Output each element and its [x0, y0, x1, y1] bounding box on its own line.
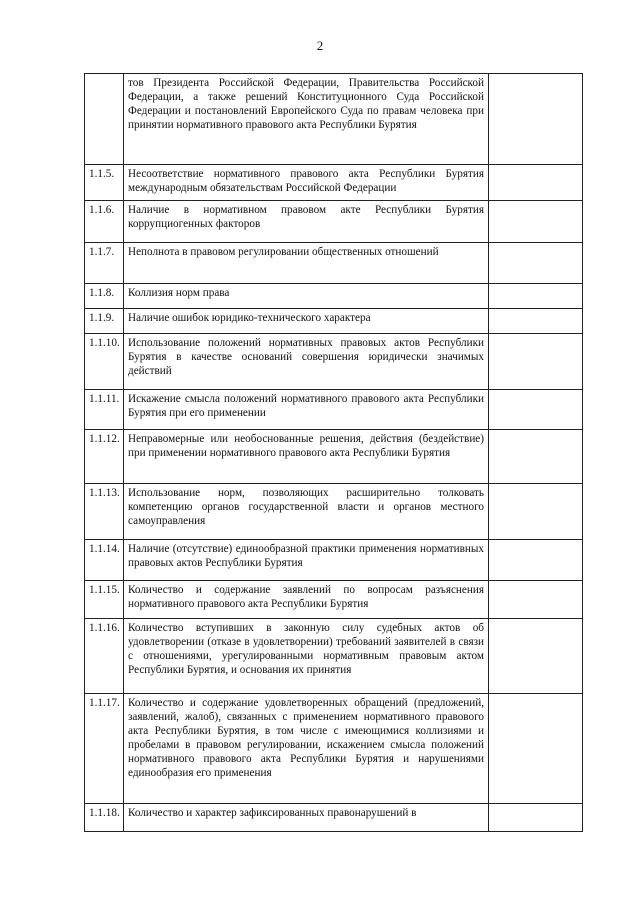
row-text: Использование положений нормативных правовых актов Республики Бурятия в качестве оснований совершения юридически значимых действий: [124, 334, 489, 390]
table-row: [85, 201, 583, 243]
blank-cell: [489, 581, 583, 619]
blank-cell: [489, 284, 583, 309]
blank-cell: [489, 201, 583, 243]
row-number: 1.1.12.: [85, 430, 124, 484]
row-text: Неправомерные или необоснованные решения, действия (бездействие) при применении нормативного правового акта Республики Бурятия: [124, 430, 489, 484]
blank-cell: [489, 243, 583, 284]
row-text: Наличие ошибок юридико-технического характера: [124, 309, 489, 334]
row-text: Несоответствие нормативного правового акта Республики Бурятия международным обязательствам Российской Федерации: [124, 165, 489, 201]
table-row: [85, 243, 583, 284]
row-text: Количество и содержание заявлений по вопросам разъяснения нормативного правового акта Республики Бурятия: [124, 581, 489, 619]
row-number: 1.1.6.: [85, 201, 124, 243]
criteria-table: [84, 73, 583, 832]
table-row: [85, 334, 583, 390]
row-text: Наличие (отсутствие) единообразной практики применения нормативных правовых актов Республики Бурятия: [124, 540, 489, 581]
row-number: 1.1.14.: [85, 540, 124, 581]
table-row: [85, 284, 583, 309]
row-number: 1.1.5.: [85, 165, 124, 201]
row-number: 1.1.18.: [85, 804, 124, 832]
row-text: тов Президента Российской Федерации, Правительства Российской Федерации, а также решений Конституционного Суда Российской Федерации и постановлений Европейского Суда по правам человека при принятии нормативного правового акта Республики Бурятия: [124, 74, 489, 165]
blank-cell: [489, 484, 583, 540]
table-row: [85, 540, 583, 581]
row-number: 1.1.7.: [85, 243, 124, 284]
page-number: 2: [316, 38, 324, 53]
blank-cell: [489, 165, 583, 201]
table-row: [85, 804, 583, 832]
row-number: 1.1.16.: [85, 619, 124, 694]
row-number: 1.1.8.: [85, 284, 124, 309]
row-number: 1.1.10.: [85, 334, 124, 390]
blank-cell: [489, 804, 583, 832]
table-row: [85, 619, 583, 694]
row-text: Количество вступивших в законную силу судебных актов об удовлетворении (отказе в удовлетворении) требований заявителей в связи с отношениями, урегулированными нормативным правовым актом Республики Бурятия, и основания их принятия: [124, 619, 489, 694]
table-row: [85, 165, 583, 201]
row-text: Использование норм, позволяющих расширительно толковать компетенцию органов государственной власти и органов местного самоуправления: [124, 484, 489, 540]
blank-cell: [489, 694, 583, 804]
blank-cell: [489, 74, 583, 165]
row-text: Искажение смысла положений нормативного правового акта Республики Бурятия при его применении: [124, 390, 489, 430]
row-number: 1.1.13.: [85, 484, 124, 540]
table-row: [85, 430, 583, 484]
table-row: [85, 390, 583, 430]
table-row: [85, 581, 583, 619]
table-row: [85, 309, 583, 334]
table-row: [85, 74, 583, 165]
blank-cell: [489, 430, 583, 484]
blank-cell: [489, 390, 583, 430]
table-row: [85, 484, 583, 540]
row-number: 1.1.9.: [85, 309, 124, 334]
row-number: 1.1.11.: [85, 390, 124, 430]
row-text: Коллизия норм права: [124, 284, 489, 309]
row-text: Количество и характер зафиксированных правонарушений в: [124, 804, 489, 832]
row-number: 1.1.17.: [85, 694, 124, 804]
row-text: Количество и содержание удовлетворенных обращений (предложений, заявлений, жалоб), связанных с применением нормативного правового акта Республики Бурятия, в том числе с имеющимися коллизиями и пробелами в правовом регулировании, искажением смысла положений нормативного правового акта Республики Бурятия и нарушениями единообразия его применения: [124, 694, 489, 804]
blank-cell: [489, 309, 583, 334]
row-number: [85, 74, 124, 165]
blank-cell: [489, 619, 583, 694]
blank-cell: [489, 334, 583, 390]
table-row: [85, 694, 583, 804]
blank-cell: [489, 540, 583, 581]
row-text: Наличие в нормативном правовом акте Республики Бурятия коррупциогенных факторов: [124, 201, 489, 243]
row-text: Неполнота в правовом регулировании общественных отношений: [124, 243, 489, 284]
row-number: 1.1.15.: [85, 581, 124, 619]
